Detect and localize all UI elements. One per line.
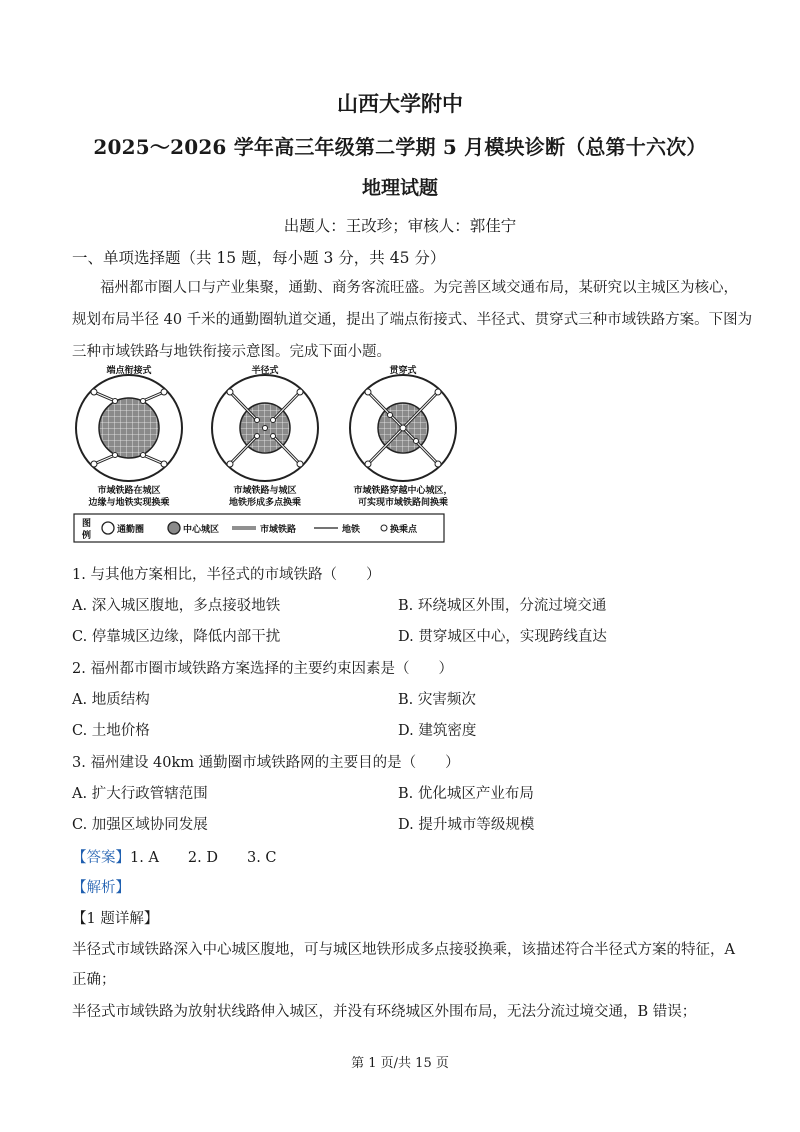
legend-central-symbol bbox=[168, 522, 180, 534]
explanation-line-1: 半径式市域铁路深入中心城区腹地，可与城区地铁形成多点接驳换乘，该描述符合半径式方案的特征，A bbox=[72, 942, 735, 958]
q2-option-c: C. 土地价格 bbox=[72, 723, 150, 739]
panel-through bbox=[350, 364, 456, 508]
legend-item-transfer: 换乘点 bbox=[390, 525, 418, 535]
page-footer: 第 1 页/共 15 页 bbox=[351, 1056, 449, 1071]
question-2-stem: 2. 福州都市圈市域铁路方案选择的主要约束因素是（ ） bbox=[72, 661, 453, 677]
legend-transfer-symbol bbox=[381, 525, 387, 531]
q3-option-b: B. 优化城区产业布局 bbox=[398, 786, 534, 802]
panel-title: 端点衔接式 bbox=[106, 366, 152, 376]
question-3-stem: 3. 福州建设 40km 通勤圈市域铁路网的主要目的是（ ） bbox=[72, 755, 460, 771]
exam-title: 2025～2026 学年高三年级第二学期 5 月模块诊断（总第十六次） bbox=[93, 135, 707, 159]
analysis-label: 【解析】 bbox=[72, 880, 130, 896]
legend-commute-symbol bbox=[102, 522, 114, 534]
panel-endpoint bbox=[76, 364, 182, 508]
q1-option-c: C. 停靠城区边缘，降低内部干扰 bbox=[72, 629, 281, 645]
intro-line-2: 规划布局半径 40 千米的通勤圈轨道交通，提出了端点衔接式、半径式、贯穿式三种市域铁路方案。下图为 bbox=[72, 312, 753, 328]
legend bbox=[74, 514, 444, 542]
panel-radial bbox=[212, 364, 318, 508]
intro-line-1: 福州都市圈人口与产业集聚，通勤、商务客流旺盛。为完善区域交通布局，某研究以主城区为核心， bbox=[100, 280, 738, 296]
q3-option-d: D. 提升城市等级规模 bbox=[398, 817, 535, 833]
q1-option-a: A. 深入城区腹地，多点接驳地铁 bbox=[72, 598, 281, 614]
answer-line bbox=[72, 846, 277, 867]
explanation-line-3: 半径式市域铁路为放射状线路伸入城区，并没有环绕城区外围布局，无法分流过境交通，B 错误； bbox=[72, 1004, 697, 1020]
intro-line-3: 三种市域铁路与地铁衔接示意图。完成下面小题。 bbox=[72, 344, 391, 360]
legend-item-commute: 通勤圈 bbox=[117, 525, 145, 535]
q2-option-b: B. 灾害频次 bbox=[398, 692, 476, 708]
panel-title: 贯穿式 bbox=[389, 366, 417, 376]
q2-option-d: D. 建筑密度 bbox=[398, 723, 477, 739]
panel-caption-1: 市域铁路穿越中心城区， bbox=[353, 486, 453, 496]
explanation-line-2: 正确； bbox=[72, 972, 116, 988]
detail-label: 【1 题详解】 bbox=[72, 911, 159, 927]
panel-caption-2: 地铁形成多点换乘 bbox=[228, 498, 302, 508]
legend-item-central: 中心城区 bbox=[183, 525, 220, 535]
legend-label-top: 图 bbox=[82, 519, 92, 529]
authors-line: 出题人：王改珍；审核人：郭佳宁 bbox=[283, 217, 517, 235]
legend-label-bottom: 例 bbox=[82, 531, 92, 541]
q3-option-c: C. 加强区域协同发展 bbox=[72, 817, 208, 833]
panel-title: 半径式 bbox=[251, 366, 279, 376]
panel-caption-1: 市域铁路在城区 bbox=[97, 486, 161, 496]
school-name: 山西大学附中 bbox=[337, 91, 463, 116]
legend-item-rail: 市域铁路 bbox=[260, 525, 297, 535]
rail-diagram bbox=[72, 362, 472, 552]
answer-label: 【答案】 bbox=[72, 850, 130, 866]
panel-caption-1: 市域铁路与城区 bbox=[233, 486, 297, 496]
panel-caption-2: 边缘与地铁实现换乘 bbox=[88, 498, 170, 508]
q3-option-a: A. 扩大行政管辖范围 bbox=[72, 786, 208, 802]
question-1-stem: 1. 与其他方案相比，半径式的市域铁路（ ） bbox=[72, 567, 381, 583]
subject-title: 地理试题 bbox=[361, 177, 438, 199]
answer-text: 1. A 2. D 3. C bbox=[130, 850, 277, 866]
panel-caption-2: 可实现市域铁路间换乘 bbox=[357, 498, 449, 508]
section-heading: 一、单项选择题（共 15 题，每小题 3 分，共 45 分） bbox=[72, 249, 446, 267]
q2-option-a: A. 地质结构 bbox=[72, 692, 150, 708]
q1-option-b: B. 环绕城区外围，分流过境交通 bbox=[398, 598, 607, 614]
legend-item-metro: 地铁 bbox=[342, 525, 361, 535]
q1-option-d: D. 贯穿城区中心，实现跨线直达 bbox=[398, 629, 607, 645]
central-district bbox=[99, 398, 159, 458]
